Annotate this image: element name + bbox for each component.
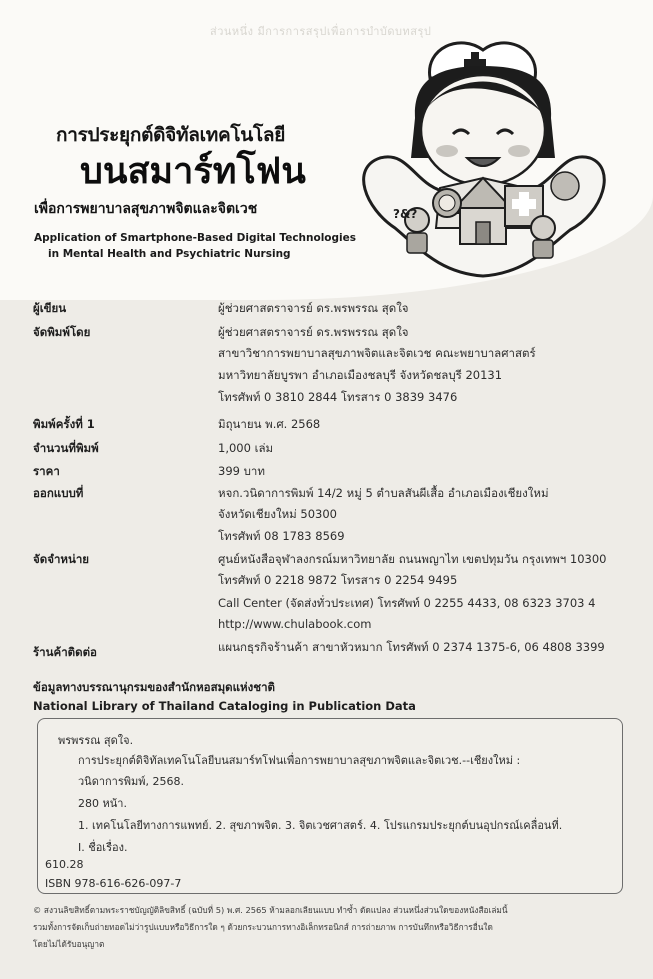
- book-title-line1: การประยุกต์ดิจิทัลเทคโนโลยี: [56, 124, 286, 146]
- distribution-link[interactable]: http://www.chulabook.com: [218, 617, 372, 631]
- nurse-illustration: [355, 38, 610, 293]
- publisher-line: มหาวิทยาลัยบูรพา อำเภอเมืองชลบุรี จังหวัดชลบุรี 20131: [218, 368, 503, 382]
- book-title-line2: บนสมาร์ทโฟน: [80, 151, 306, 192]
- design-line: จังหวัดเชียงใหม่ 50300: [218, 507, 337, 521]
- shop-label: ร้านค้าติดต่อ: [33, 645, 97, 659]
- cip-record-box: [37, 718, 623, 894]
- copyright-notice: [33, 902, 633, 953]
- copyright-line3: โดยไม่ได้รับอนุญาต: [33, 939, 105, 949]
- svg-text:?&?: ?&?: [393, 207, 418, 221]
- cip-title: การประยุกต์ดิจิทัลเทคโนโลยีบนสมาร์ทโฟนเพื่อการพยาบาลสุขภาพจิตและจิตเวช.--เชียงใหม่ :: [78, 754, 521, 767]
- publisher-line: โทรศัพท์ 0 3810 2844 โทรสาร 0 3839 3476: [218, 390, 458, 404]
- distribution-line: โทรศัพท์ 0 2218 9872 โทรสาร 0 2254 9495: [218, 573, 458, 587]
- distribution-line: ศูนย์หนังสือจุฬาลงกรณ์มหาวิทยาลัย ถนนพญาไท เขตปทุมวัน กรุงเทพฯ 10300: [218, 552, 607, 566]
- edition-value: มิถุนายน พ.ศ. 2568: [218, 417, 321, 431]
- publisher-label: จัดพิมพ์โดย: [33, 325, 91, 339]
- cip-isbn: ISBN 978-616-626-097-7: [45, 877, 182, 890]
- cip-publisher: วนิดาการพิมพ์, 2568.: [78, 775, 184, 788]
- publisher-line: สาขาวิชาการพยาบาลสุขภาพจิตและจิตเวช คณะพยาบาลศาสตร์: [218, 346, 536, 360]
- book-title-line3: เพื่อการพยาบาลสุขภาพจิตและจิตเวช: [34, 201, 258, 217]
- author-label: ผู้เขียน: [33, 301, 67, 315]
- book-title-english: [34, 230, 396, 262]
- author-value: ผู้ช่วยศาสตราจารย์ ดร.พรพรรณ สุดใจ: [218, 301, 409, 315]
- design-line: โทรศัพท์ 08 1783 8569: [218, 529, 345, 543]
- cip-heading: [33, 678, 416, 716]
- ghost-text: ส่วนหนึ่ง มีการการสรุปเพื่อการบำบัดบทสรุป: [210, 25, 432, 38]
- price-label: ราคา: [33, 464, 60, 478]
- distribution-line: Call Center (จัดส่งทั่วประเทศ) โทรศัพท์ 0 2255 4433, 08 6323 3703 4: [218, 596, 596, 610]
- copies-label: จำนวนที่พิมพ์: [33, 441, 99, 455]
- cip-subjects-line1: 1. เทคโนโลยีทางการแพทย์. 2. สุขภาพจิต. 3. จิตเวชศาสตร์. 4. โปรแกรมประยุกต์บนอุปกรณ์เคลื่อนที่.: [78, 819, 563, 832]
- cip-heading-english: National Library of Thailand Cataloging in Publication Data: [33, 699, 416, 713]
- cip-class-number: 610.28: [45, 858, 84, 871]
- design-label: ออกแบบที่: [33, 486, 84, 500]
- distribution-label: จัดจำหน่าย: [33, 552, 90, 566]
- price-value: 399 บาท: [218, 464, 265, 478]
- cip-heading-thai: ข้อมูลทางบรรณานุกรมของสำนักหอสมุดแห่งชาติ: [33, 680, 275, 694]
- publisher-line: ผู้ช่วยศาสตราจารย์ ดร.พรพรรณ สุดใจ: [218, 325, 409, 339]
- book-title-block: [34, 120, 396, 262]
- book-title-english-line1: Application of Smartphone-Based Digital Technologies: [34, 232, 357, 244]
- cip-author: พรพรรณ สุดใจ.: [58, 734, 134, 747]
- cip-subjects-line2: I. ชื่อเรื่อง.: [78, 841, 128, 854]
- copies-value: 1,000 เล่ม: [218, 441, 274, 455]
- copyright-line1: © สงวนลิขสิทธิ์ตามพระราชบัญญัติลิขสิทธิ์ (ฉบับที่ 5) พ.ศ. 2565 ห้ามลอกเลียนแบบ ทำซ้ำ ดัดแปลง ส่วนหนึ่งส่วนใดของหนังสือเล่มนี้: [33, 905, 508, 915]
- cip-pages: 280 หน้า.: [78, 797, 127, 810]
- shop-value: แผนกธุรกิจร้านค้า สาขาหัวหมาก โทรศัพท์ 0 2374 1375-6, 06 4808 3399: [218, 640, 605, 654]
- copyright-line2: รวมทั้งการจัดเก็บถ่ายทอดไม่ว่ารูปแบบหรือวิธีการใด ๆ ด้วยกระบวนการทางอิเล็กทรอนิกส์ การถ่ายภาพ การบันทึกหรือวิธีการอื่นใด: [33, 922, 493, 932]
- edition-label: พิมพ์ครั้งที่ 1: [33, 417, 95, 431]
- design-line: หจก.วนิดาการพิมพ์ 14/2 หมู่ 5 ตำบลสันผีเสื้อ อำเภอเมืองเชียงใหม่: [218, 486, 549, 500]
- book-title-english-line2: in Mental Health and Psychiatric Nursing: [48, 248, 291, 260]
